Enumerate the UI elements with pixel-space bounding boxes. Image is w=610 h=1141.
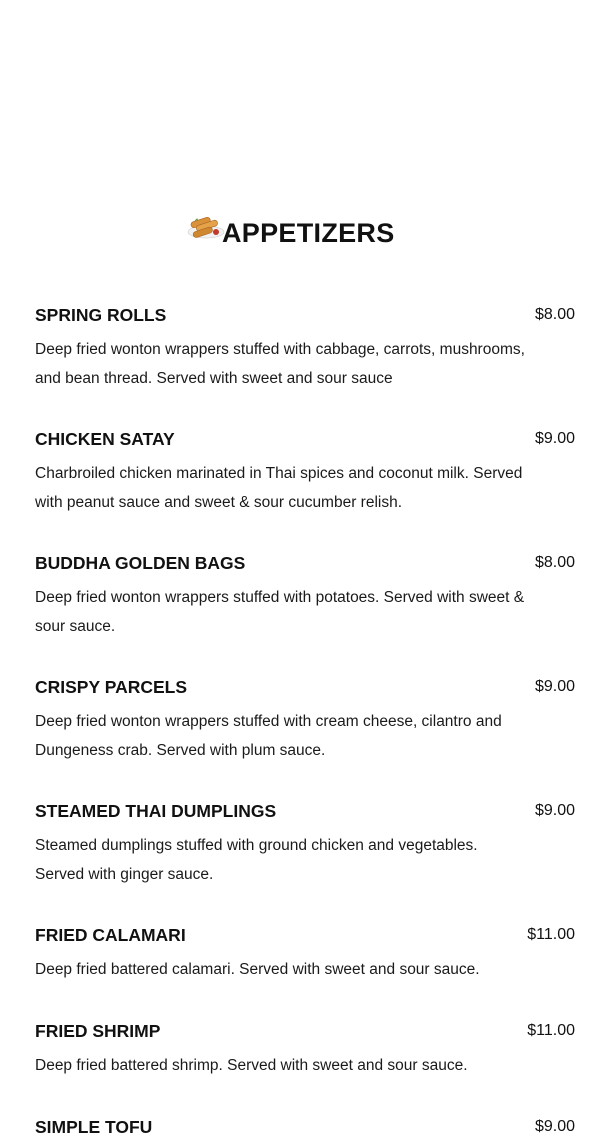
item-name: SPRING ROLLS bbox=[35, 305, 167, 325]
item-price: $9.00 bbox=[534, 678, 575, 695]
item-name: CRISPY PARCELS bbox=[35, 677, 188, 697]
spring-rolls-plate-icon bbox=[186, 210, 226, 242]
item-description: Steamed dumplings stuffed with ground chicken and vegetables. Served with ginger sauce. bbox=[35, 837, 478, 883]
item-price: $11.00 bbox=[527, 1022, 575, 1039]
list-item bbox=[35, 429, 575, 517]
item-description: Deep fried wonton wrappers stuffed with potatoes. Served with sweet & sour sauce. bbox=[35, 589, 525, 635]
item-price: $9.00 bbox=[534, 1118, 575, 1135]
list-item bbox=[35, 553, 575, 641]
item-description: Deep fried battered calamari. Served with sweet and sour sauce. bbox=[35, 961, 480, 978]
item-price: $8.00 bbox=[534, 554, 575, 571]
item-price: $9.00 bbox=[534, 430, 575, 447]
item-name: CHICKEN SATAY bbox=[35, 429, 175, 449]
item-price: $9.00 bbox=[534, 802, 575, 819]
item-description: Deep fried battered shrimp. Served with sweet and sour sauce. bbox=[35, 1057, 468, 1074]
item-name: STEAMED THAI DUMPLINGS bbox=[35, 801, 277, 821]
list-item bbox=[35, 305, 575, 393]
menu-list bbox=[35, 305, 575, 1141]
list-item bbox=[35, 925, 575, 984]
section-header bbox=[0, 210, 610, 260]
item-name: SIMPLE TOFU bbox=[35, 1117, 153, 1137]
item-name: BUDDHA GOLDEN BAGS bbox=[35, 553, 246, 573]
section-title: APPETIZERS bbox=[222, 218, 395, 248]
item-name: FRIED CALAMARI bbox=[35, 925, 186, 945]
list-item bbox=[35, 1021, 575, 1080]
item-description: Charbroiled chicken marinated in Thai spices and coconut milk. Served with peanut sauce and sweet & sour cucumber relish. bbox=[35, 465, 523, 511]
list-item bbox=[35, 801, 575, 889]
item-price: $11.00 bbox=[527, 926, 575, 943]
item-description: Deep fried wonton wrappers stuffed with cabbage, carrots, mushrooms, and bean thread. Served with sweet and sour sauce bbox=[35, 341, 525, 387]
item-price: $8.00 bbox=[534, 306, 575, 323]
item-name: FRIED SHRIMP bbox=[35, 1021, 161, 1041]
list-item bbox=[35, 677, 575, 765]
list-item bbox=[35, 1117, 575, 1141]
item-description: Deep fried wonton wrappers stuffed with cream cheese, cilantro and Dungeness crab. Served with plum sauce. bbox=[35, 713, 502, 759]
